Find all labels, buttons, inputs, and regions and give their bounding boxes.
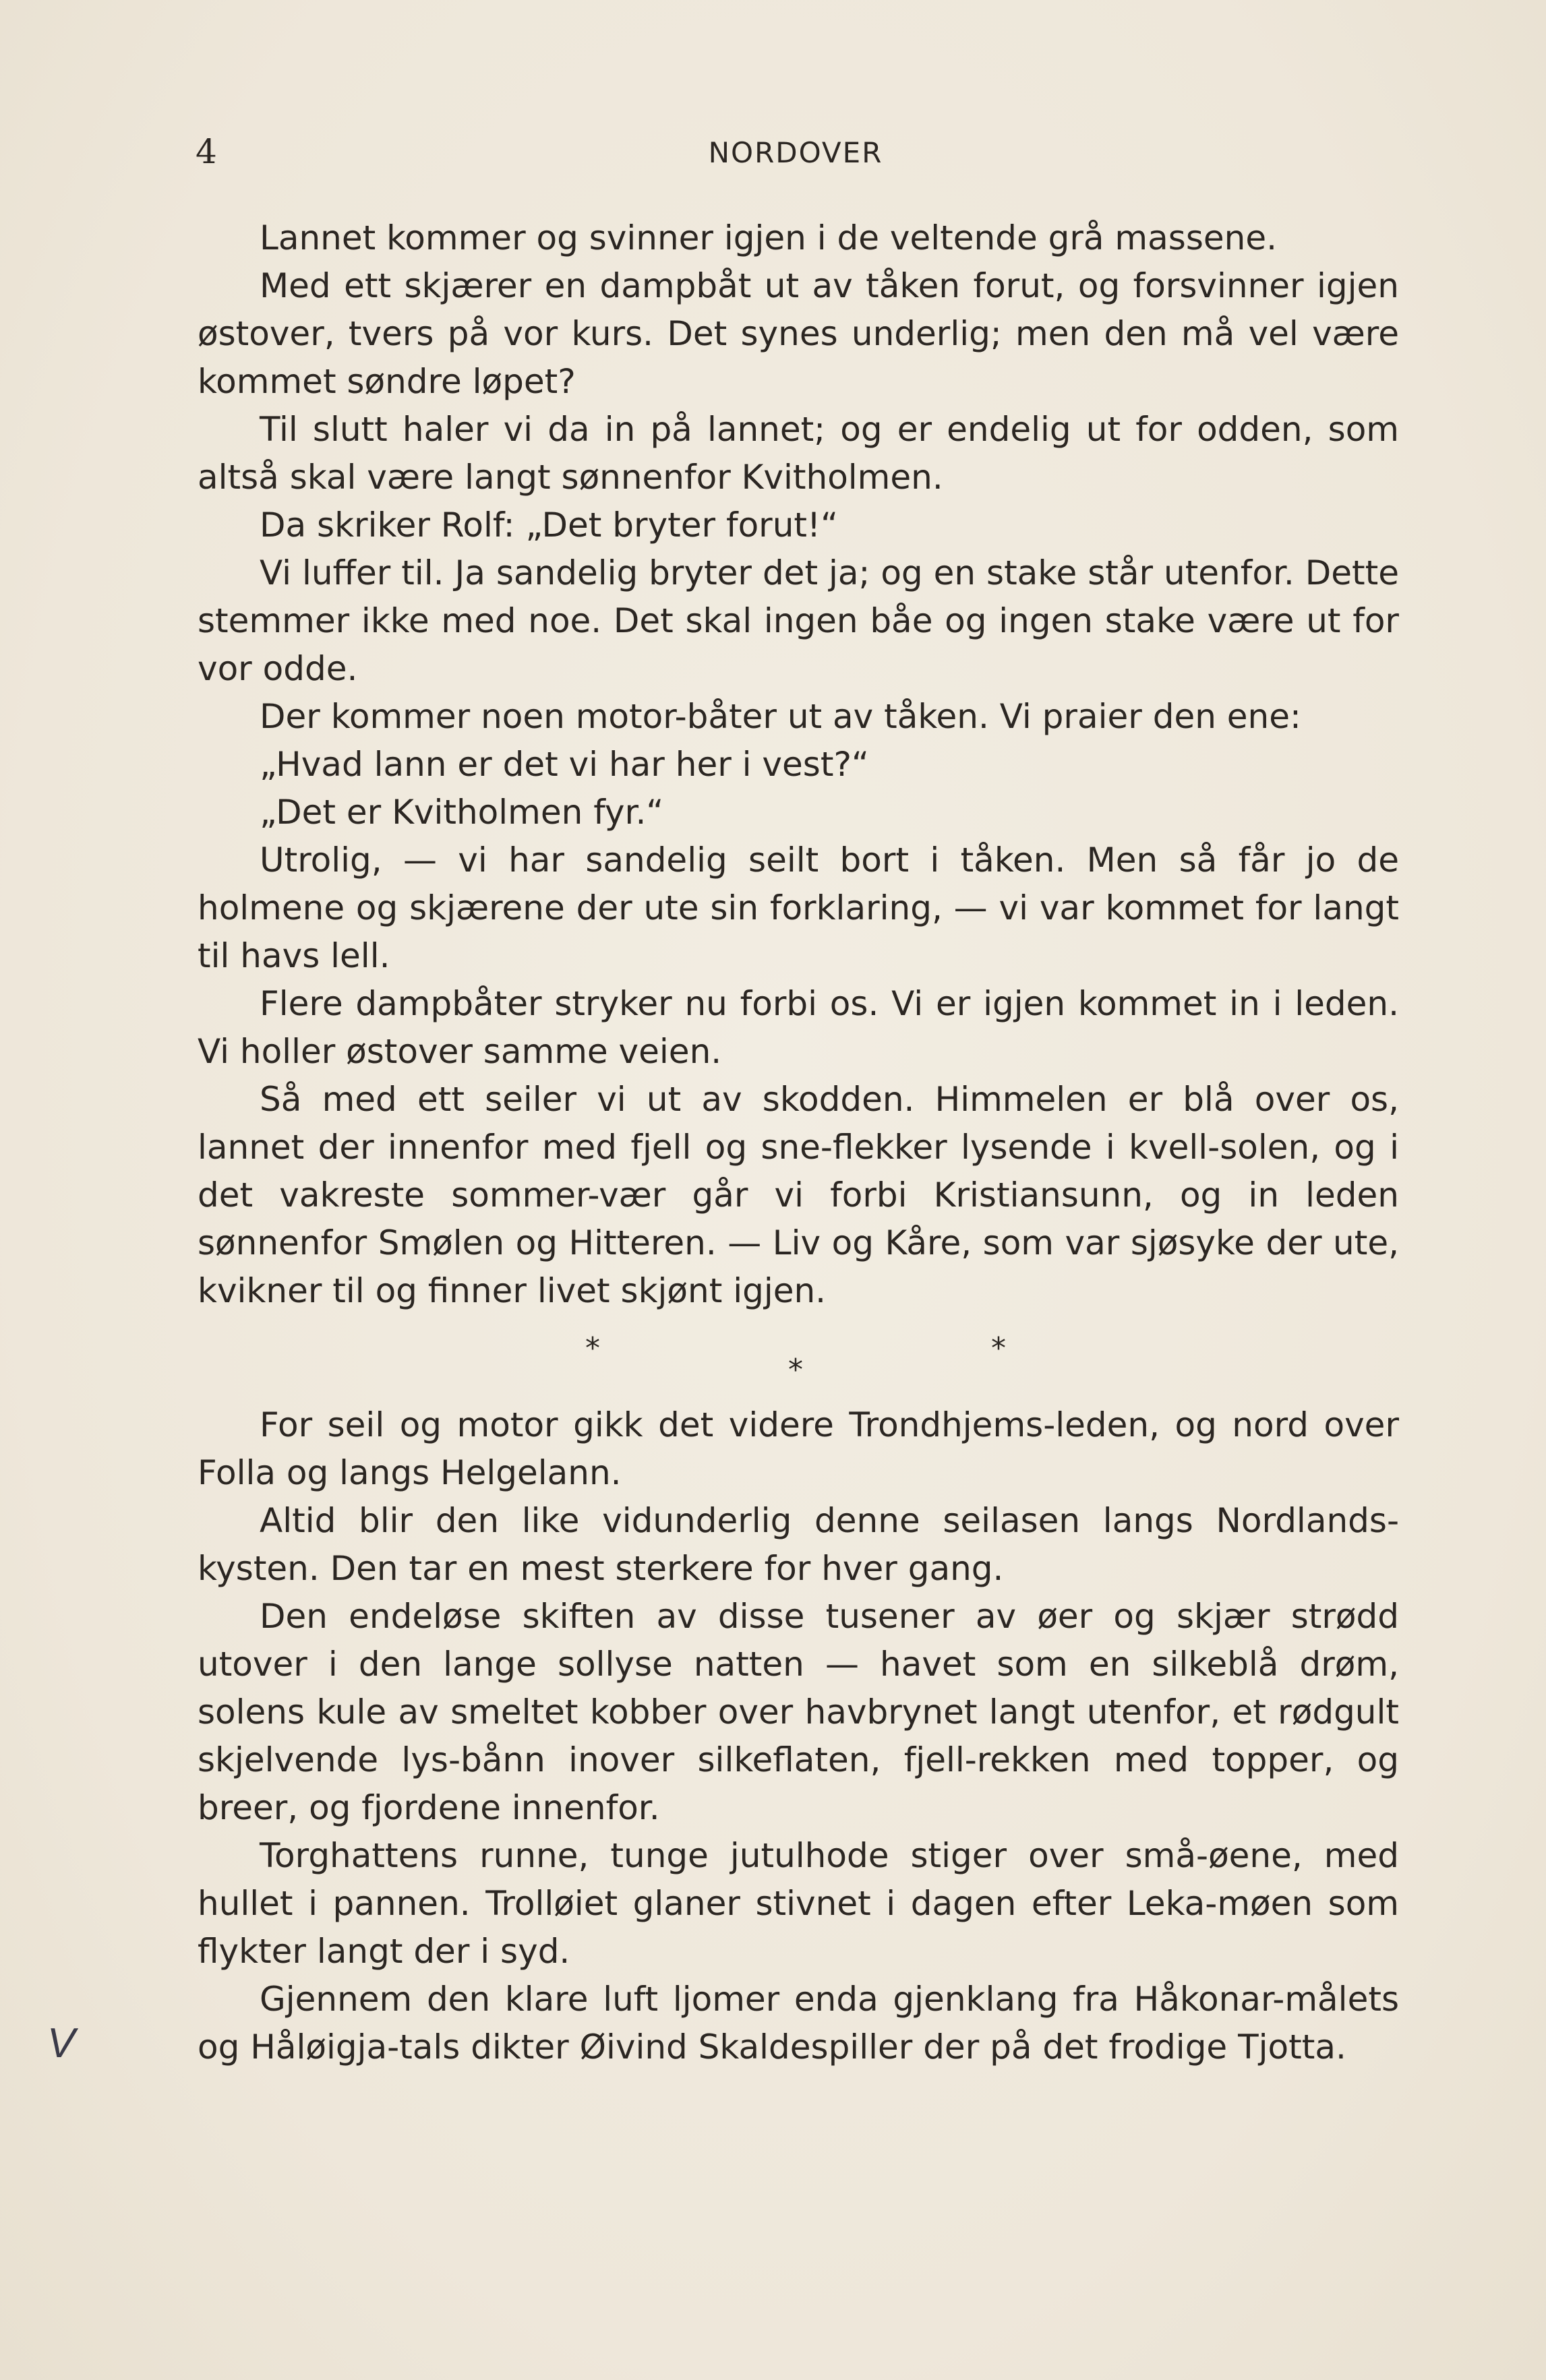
body-text <box>198 214 1399 2071</box>
asterisk: * <box>585 1331 600 1366</box>
section-break-asterism <box>198 1315 1399 1401</box>
paragraph: Da skriker Rolf: „Det bryter forut!“ <box>260 506 838 545</box>
running-title: NORDOVER <box>708 136 883 169</box>
paragraph: Så med ett seiler vi ut av skodden. Himmelen er blå over os, lannet der innenfor med fjell og sne-flekker lysende i kvell-solen, og i det vakreste sommer-vær går vi forbi Kristiansunn, og in leden sønnenfor Smølen og Hitteren. — Liv og Kåre, som var sjøsyke der ute, kvikner til og finner livet skjønt igjen. <box>198 1080 1399 1310</box>
paragraph: „Hvad lann er det vi har her i vest?“ <box>260 745 869 784</box>
paragraph: Med ett skjærer en dampbåt ut av tåken forut, og forsvinner igjen østover, tvers på vor kurs. Det synes underlig; men den må vel være kommet søndre løpet? <box>198 266 1399 401</box>
paragraph: Altid blir den like vidunderlig denne seilasen langs Nordlands-kysten. Den tar en mest sterkere for hver gang. <box>198 1501 1399 1588</box>
page-number: 4 <box>196 132 217 171</box>
paragraph: Gjennem den klare luft ljomer enda gjenklang fra Håkonar-målets og Håløigja-tals dikter Øivind Skaldespiller der på det frodige Tjotta. <box>198 1980 1399 2067</box>
margin-pencil-mark: V <box>47 2020 76 2067</box>
paragraph: For seil og motor gikk det videre Trondhjems-leden, og nord over Folla og langs Helgelann. <box>198 1405 1399 1492</box>
asterisk: * <box>991 1331 1006 1366</box>
paragraph: Torghattens runne, tunge jutulhode stiger over små-øene, med hullet i pannen. Trolløiet glaner stivnet i dagen efter Leka-møen som flykter langt der i syd. <box>198 1836 1399 1971</box>
asterisk: * <box>788 1353 803 1387</box>
paragraph: „Det er Kvitholmen fyr.“ <box>260 793 664 832</box>
paragraph: Der kommer noen motor-båter ut av tåken. Vi praier den ene: <box>260 697 1301 736</box>
paragraph: Utrolig, — vi har sandelig seilt bort i tåken. Men så får jo de holmene og skjærene der ute sin forklaring, — vi var kommet for langt til havs lell. <box>198 841 1399 975</box>
paragraph: Til slutt haler vi da in på lannet; og er endelig ut for odden, som altså skal være langt sønnenfor Kvitholmen. <box>198 410 1399 497</box>
paragraph: Lannet kommer og svinner igjen i de veltende grå massene. <box>260 218 1277 257</box>
paragraph: Flere dampbåter stryker nu forbi os. Vi er igjen kommet in i leden. Vi holler østover samme veien. <box>198 984 1399 1071</box>
paragraph: Den endeløse skiften av disse tusener av øer og skjær strødd utover i den lange sollyse natten — havet som en silkeblå drøm, solens kule av smeltet kobber over havbrynet langt utenfor, et rødgult skjelvende lys-bånn inover silkeflaten, fjell-rekken med topper, og breer, og fjordene innenfor. <box>198 1597 1399 1827</box>
running-head <box>196 132 1396 179</box>
paragraph: Vi luffer til. Ja sandelig bryter det ja; og en stake står utenfor. Dette stemmer ikke med noe. Det skal ingen båe og ingen stake være ut for vor odde. <box>198 553 1399 688</box>
